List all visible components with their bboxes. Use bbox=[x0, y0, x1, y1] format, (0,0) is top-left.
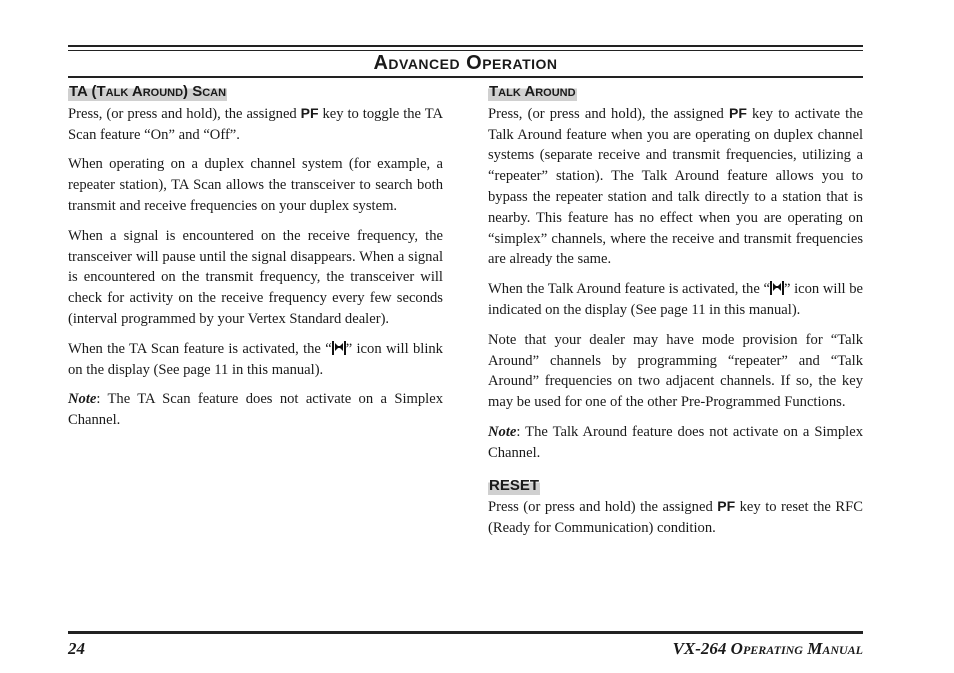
text: ” icon will blink on the display (See page 11 in this manual). bbox=[68, 340, 443, 378]
top-rule-thick bbox=[68, 45, 863, 47]
text: : The Talk Around feature does not activate on a Simplex Channel. bbox=[488, 423, 863, 461]
pf-key-label: PF bbox=[717, 498, 736, 515]
ta-scan-note bbox=[68, 389, 443, 431]
talk-around-paragraph-1 bbox=[488, 103, 863, 270]
talk-around-paragraph-3: Note that your dealer may have mode provision for “Talk Around” channels by programming “repeater” and “Talk Around” frequencies on two adjacent channels. If so, the key may be used for one of the other Pre-Programmed Functions. bbox=[488, 331, 863, 411]
text: Press (or press and hold) the assigned bbox=[488, 499, 718, 516]
top-rule-thin bbox=[68, 50, 863, 51]
text: When the TA Scan feature is activated, the “ bbox=[68, 340, 332, 357]
page-number: 24 bbox=[68, 639, 85, 658]
reset-paragraph bbox=[488, 496, 863, 539]
title-rule bbox=[68, 76, 863, 78]
text: ” icon will be indicated on the display (See page 11 in this manual). bbox=[488, 281, 863, 318]
text: : The TA Scan feature does not activate on a Simplex Channel. bbox=[68, 391, 443, 429]
note-label: Note bbox=[68, 391, 97, 408]
text: key to toggle the TA Scan feature “On” and “Off”. bbox=[68, 105, 443, 143]
note-label: Note bbox=[488, 423, 517, 440]
right-column bbox=[488, 82, 863, 548]
talk-around-paragraph-2 bbox=[488, 279, 863, 321]
text: Press, (or press and hold), the assigned bbox=[488, 105, 729, 122]
reset-section bbox=[488, 476, 863, 539]
pf-key-label: PF bbox=[728, 104, 747, 121]
text: When the Talk Around feature is activated, the “ bbox=[488, 281, 770, 298]
section-heading-reset: RESET bbox=[489, 476, 540, 494]
pf-key-label: PF bbox=[300, 104, 319, 121]
ta-scan-paragraph-3: When a signal is encountered on the receive frequency, the transceiver will pause until the signal disappears. When a signal is encountered on the transmit frequency, the transceiver will check for activity on the receive frequency every few seconds (interval programmed by your Vertex Standard dealer). bbox=[68, 227, 443, 327]
page-title: Advanced Operation bbox=[373, 52, 558, 74]
manual-title: VX-264 Operating Manual bbox=[672, 639, 863, 658]
bottom-rule bbox=[68, 631, 863, 634]
section-heading-talk-around: Talk Around bbox=[489, 83, 576, 100]
section-heading-ta-scan: TA (Talk Around) Scan bbox=[69, 83, 227, 100]
ta-scan-paragraph-2: When operating on a duplex channel system (for example, a repeater station), TA Scan allows the transceiver to search both transmit and receive frequencies on your duplex system. bbox=[68, 156, 443, 214]
left-column bbox=[68, 82, 443, 440]
ta-scan-paragraph-4 bbox=[68, 339, 443, 381]
text: key to reset the RFC (Ready for Communication) condition. bbox=[488, 499, 863, 537]
text: Press, (or press and hold), the assigned bbox=[68, 105, 301, 122]
text: key to activate the Talk Around feature when you are operating on duplex channel systems (separate receive and transmit frequencies, utilizing a “repeater” station). The Talk Around feature allows you to bypass the repeater station and talk directly to a station that is nearby. This feature has no effect when you are operating on “simplex” channels, where the receive and transmit frequencies are already the same. bbox=[488, 105, 864, 268]
talk-around-icon bbox=[770, 281, 784, 295]
talk-around-note bbox=[488, 422, 863, 464]
ta-scan-paragraph-1 bbox=[68, 103, 443, 146]
talk-around-icon bbox=[332, 341, 346, 355]
